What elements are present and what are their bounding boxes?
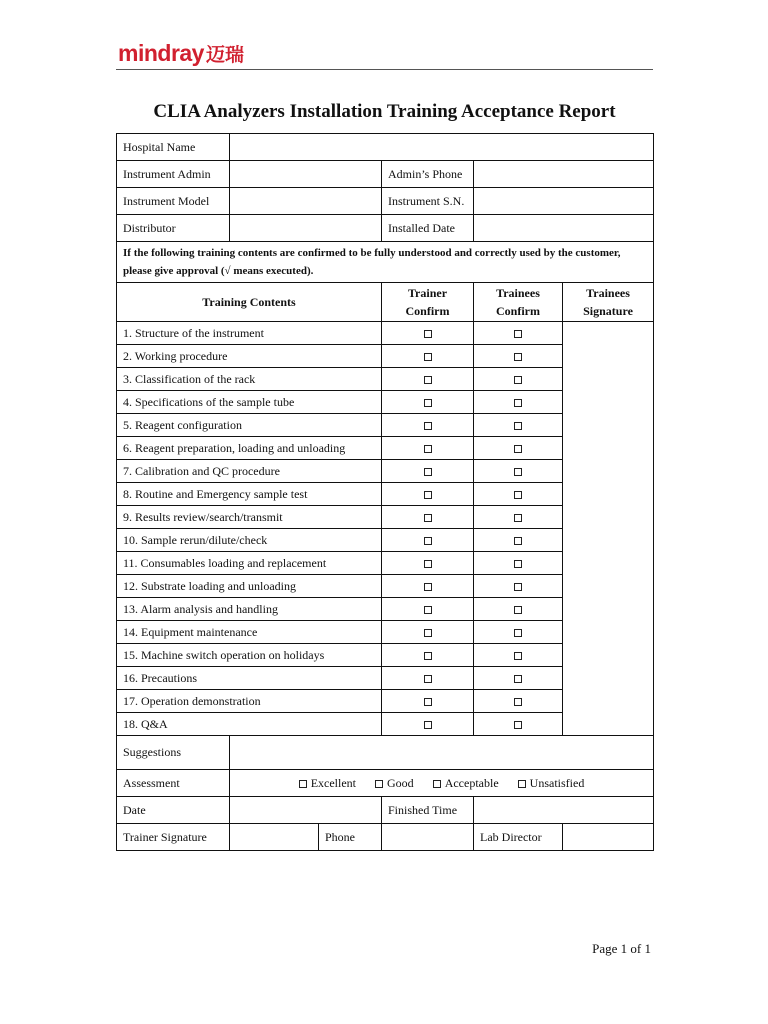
trainer-confirm-cell [382,575,474,598]
hospital-name-field[interactable] [230,134,654,161]
assessment-label: Assessment [117,770,230,797]
page-title: CLIA Analyzers Installation Training Acceptance Report [153,101,616,122]
trainer-confirm-cell [382,506,474,529]
trainees-confirm-cell [474,460,563,483]
training-item-label: 14. Equipment maintenance [117,621,382,644]
trainer-signature-label: Trainer Signature [117,824,230,851]
trainees-confirm-checkbox[interactable] [514,583,522,591]
training-item-label: 8. Routine and Emergency sample test [117,483,382,506]
checkbox-icon[interactable] [299,780,307,788]
trainees-confirm-header: Trainees Confirm [474,283,563,322]
trainer-confirm-cell [382,552,474,575]
trainees-confirm-checkbox[interactable] [514,353,522,361]
trainees-confirm-cell [474,322,563,345]
training-item-label: 12. Substrate loading and unloading [117,575,382,598]
admin-phone-field[interactable] [474,161,654,188]
training-item-label: 17. Operation demonstration [117,690,382,713]
trainees-confirm-checkbox[interactable] [514,468,522,476]
checkbox-icon[interactable] [518,780,526,788]
training-item-label: 16. Precautions [117,667,382,690]
training-item-label: 1. Structure of the instrument [117,322,382,345]
training-item-row [117,322,654,345]
training-item-label: 2. Working procedure [117,345,382,368]
trainer-confirm-cell [382,345,474,368]
suggestions-label: Suggestions [117,736,230,770]
trainer-confirm-checkbox[interactable] [424,491,432,499]
instrument-model-field[interactable] [230,188,382,215]
instrument-sn-label: Instrument S.N. [382,188,474,215]
finished-time-label: Finished Time [382,797,474,824]
training-item-label: 15. Machine switch operation on holidays [117,644,382,667]
trainees-signature-field[interactable] [563,322,654,736]
installed-date-field[interactable] [474,215,654,242]
training-item-label: 6. Reagent preparation, loading and unloading [117,437,382,460]
trainees-confirm-cell [474,437,563,460]
hospital-name-label: Hospital Name [117,134,230,161]
trainees-confirm-checkbox[interactable] [514,491,522,499]
trainees-confirm-cell [474,506,563,529]
assessment-options [230,770,654,797]
trainees-confirm-cell [474,598,563,621]
training-item-label: 7. Calibration and QC procedure [117,460,382,483]
trainees-confirm-cell [474,621,563,644]
training-item-label: 5. Reagent configuration [117,414,382,437]
trainees-confirm-checkbox[interactable] [514,698,522,706]
trainees-confirm-cell [474,713,563,736]
trainees-signature-header: Trainees Signature [563,283,654,322]
installed-date-label: Installed Date [382,215,474,242]
trainer-confirm-checkbox[interactable] [424,445,432,453]
instrument-admin-label: Instrument Admin [117,161,230,188]
trainees-confirm-cell [474,483,563,506]
trainees-confirm-cell [474,391,563,414]
training-item-label: 4. Specifications of the sample tube [117,391,382,414]
lab-director-field[interactable] [563,824,654,851]
phone-field[interactable] [382,824,474,851]
trainees-confirm-cell [474,368,563,391]
finished-time-field[interactable] [474,797,654,824]
trainer-confirm-checkbox[interactable] [424,629,432,637]
trainer-confirm-checkbox[interactable] [424,468,432,476]
trainer-confirm-checkbox[interactable] [424,514,432,522]
trainer-confirm-checkbox[interactable] [424,376,432,384]
trainer-confirm-checkbox[interactable] [424,583,432,591]
trainer-confirm-header: Trainer Confirm [382,283,474,322]
assessment-option-unsatisfied[interactable]: Unsatisfied [518,776,585,790]
checkbox-icon[interactable] [375,780,383,788]
trainer-confirm-checkbox[interactable] [424,330,432,338]
header-rule [116,69,653,70]
trainer-confirm-cell [382,483,474,506]
distributor-field[interactable] [230,215,382,242]
trainees-confirm-cell [474,667,563,690]
assessment-option-acceptable[interactable]: Acceptable [433,776,499,790]
trainer-confirm-cell [382,529,474,552]
trainer-confirm-cell [382,621,474,644]
approval-note: If the following training contents are confirmed to be fully understood and correctly used by the customer, please give approval (√ means executed). [117,242,654,283]
trainees-confirm-checkbox[interactable] [514,675,522,683]
trainees-confirm-checkbox[interactable] [514,376,522,384]
instrument-admin-field[interactable] [230,161,382,188]
trainer-confirm-cell [382,690,474,713]
trainer-confirm-checkbox[interactable] [424,353,432,361]
lab-director-label: Lab Director [474,824,563,851]
training-contents-header: Training Contents [117,283,382,322]
trainees-confirm-checkbox[interactable] [514,399,522,407]
trainees-confirm-checkbox[interactable] [514,721,522,729]
trainees-confirm-cell [474,552,563,575]
instrument-model-label: Instrument Model [117,188,230,215]
trainees-confirm-cell [474,575,563,598]
trainees-confirm-cell [474,690,563,713]
training-item-label: 11. Consumables loading and replacement [117,552,382,575]
trainees-confirm-checkbox[interactable] [514,606,522,614]
date-field[interactable] [230,797,382,824]
logo-cn-text: 迈瑞 [205,45,244,66]
logo-text: mindray [118,40,204,66]
page-number: Page 1 of 1 [592,941,651,956]
training-item-label: 10. Sample rerun/dilute/check [117,529,382,552]
trainer-confirm-checkbox[interactable] [424,399,432,407]
phone-label: Phone [319,824,382,851]
trainees-confirm-checkbox[interactable] [514,422,522,430]
trainer-confirm-cell [382,644,474,667]
distributor-label: Distributor [117,215,230,242]
training-item-label: 3. Classification of the rack [117,368,382,391]
trainees-confirm-checkbox[interactable] [514,537,522,545]
assessment-option-good[interactable]: Good [375,776,414,790]
training-item-label: 18. Q&A [117,713,382,736]
trainees-confirm-cell [474,345,563,368]
trainer-confirm-cell [382,414,474,437]
trainer-confirm-cell [382,368,474,391]
trainees-confirm-cell [474,644,563,667]
trainer-confirm-checkbox[interactable] [424,422,432,430]
trainer-confirm-cell [382,713,474,736]
admin-phone-label: Admin’s Phone [382,161,474,188]
trainer-confirm-checkbox[interactable] [424,537,432,545]
suggestions-field[interactable] [230,736,654,770]
trainees-confirm-checkbox[interactable] [514,560,522,568]
date-label: Date [117,797,230,824]
trainees-confirm-cell [474,529,563,552]
trainer-confirm-cell [382,460,474,483]
trainer-confirm-cell [382,322,474,345]
trainer-signature-field[interactable] [230,824,319,851]
trainer-confirm-checkbox[interactable] [424,721,432,729]
trainer-confirm-cell [382,437,474,460]
training-items [117,322,654,736]
trainees-confirm-cell [474,414,563,437]
checkbox-icon[interactable] [433,780,441,788]
trainees-confirm-checkbox[interactable] [514,629,522,637]
trainer-confirm-checkbox[interactable] [424,652,432,660]
mindray-logo [118,40,244,67]
trainees-confirm-checkbox[interactable] [514,652,522,660]
training-item-label: 13. Alarm analysis and handling [117,598,382,621]
trainer-confirm-cell [382,391,474,414]
trainer-confirm-checkbox[interactable] [424,675,432,683]
trainer-confirm-checkbox[interactable] [424,606,432,614]
assessment-option-excellent[interactable]: Excellent [299,776,356,790]
trainer-confirm-checkbox[interactable] [424,698,432,706]
acceptance-form-table [116,133,654,851]
trainer-confirm-cell [382,667,474,690]
trainees-confirm-checkbox[interactable] [514,514,522,522]
trainees-confirm-checkbox[interactable] [514,330,522,338]
trainees-confirm-checkbox[interactable] [514,445,522,453]
training-item-label: 9. Results review/search/transmit [117,506,382,529]
trainer-confirm-cell [382,598,474,621]
instrument-sn-field[interactable] [474,188,654,215]
trainer-confirm-checkbox[interactable] [424,560,432,568]
